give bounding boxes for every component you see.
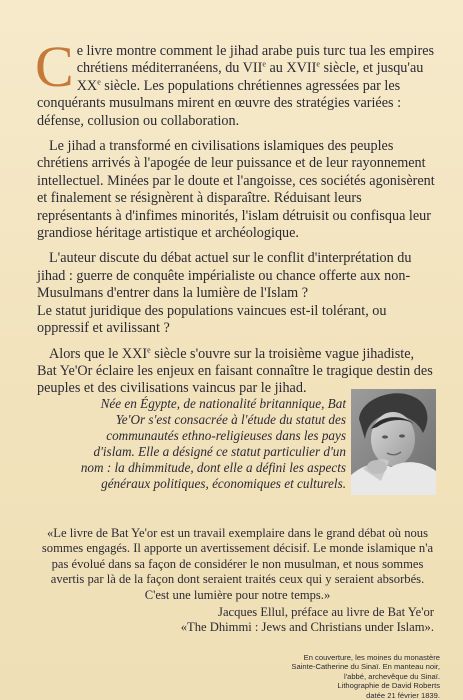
- attribution-line-1: Jacques Ellul, préface au livre de Bat Ye'or: [218, 605, 434, 619]
- drop-cap: C: [35, 34, 74, 99]
- paragraph-1: [35, 34, 437, 130]
- paragraph-2: Le jihad a transformé en civilisations islamiques des peuples chrétiens arrivés à l'apogée de leur puissance et de leur rayonnement intellectuel. Minées par le doute et l'angoisse, ces sociétés agonisèrent et finalement se résignèrent à disparaître. Réduisant leurs représentants à d'infimes minorités, l'islam détruisit ou confisqua leur grandiose héritage artistique et archéologique.: [37, 138, 435, 242]
- author-portrait: [351, 389, 436, 495]
- caption-line-1: En couverture, les moines du monastère: [303, 653, 440, 662]
- paragraph-3: L'auteur discute du débat actuel sur le conflit d'interprétation du jihad : guerre de conquête impérialiste ou chance offerte aux non-Musulmans d'entrer dans la lumière de l'Islam ?: [37, 250, 412, 302]
- paragraph-1-part-a: e livre montre comment le jihad arabe puis turc tua les empires chrétiens méditerranéens, du VII: [76, 43, 435, 77]
- paragraph-1-part-b: au XVII: [265, 60, 317, 77]
- superscript-e: e: [262, 59, 266, 69]
- author-portrait-image: [351, 389, 436, 495]
- press-quote: «Le livre de Bat Ye'or est un travail exemplaire dans le grand débat où nous sommes engagés. Il apporte un avertissement décisif. Le monde islamique n'a pas évolué dans sa façon de considérer le non musulman, et nous sommes avertis par là de la façon dont seraient traités ceux qui y seraient absorbés. C'est une lumière pour notre temps.»: [41, 526, 434, 602]
- attribution-line-2: «The Dhimmi : Jews and Christians under Islam».: [180, 620, 434, 635]
- superscript-e: e: [316, 59, 320, 69]
- quote-attribution: [150, 605, 434, 636]
- body-text: [35, 34, 437, 406]
- caption-line-2: Sainte-Catherine du Sinaï. En manteau noir,: [291, 662, 440, 672]
- paragraph-5-part-b: siècle s'ouvre sur la troisième vague jihadiste, Bat Ye'Or éclaire les enjeux en faisant connaître le tragique destin des peuples et des civilisations vaincus par le jihad.: [37, 345, 433, 397]
- author-bio: Née en Égypte, de nationalité britannique, Bat Ye'Or s'est consacrée à l'étude du statut des communautés ethno-religieuses dans les pays d'islam. Elle a désigné ce statut particulier d'un nom : la dhimmitude, dont elle a défini les aspects généraux politiques, économiques et culturels.: [80, 396, 346, 491]
- paragraph-1-part-c: siècle, et jusqu'au XX: [76, 60, 424, 94]
- caption-line-4: Lithographie de David Roberts: [337, 681, 440, 691]
- superscript-e: e: [97, 77, 101, 87]
- paragraph-4: Le statut juridique des populations vaincues est-il tolérant, ou oppressif et avilissant ?: [37, 302, 387, 337]
- caption-line-5: datée 21 février 1839.: [366, 690, 440, 700]
- caption-line-3: l'abbé, archevêque du Sinaï.: [343, 671, 440, 681]
- cover-caption: [290, 653, 440, 700]
- superscript-e: e: [147, 344, 151, 354]
- paragraph-1-part-d: siècle. Les populations chrétiennes agressées par les conquérants musulmans mirent en œuvre des stratégies variées : défense, collusion ou collaboration.: [37, 77, 402, 129]
- paragraph-5-part-a: Alors que le XXI: [49, 345, 148, 362]
